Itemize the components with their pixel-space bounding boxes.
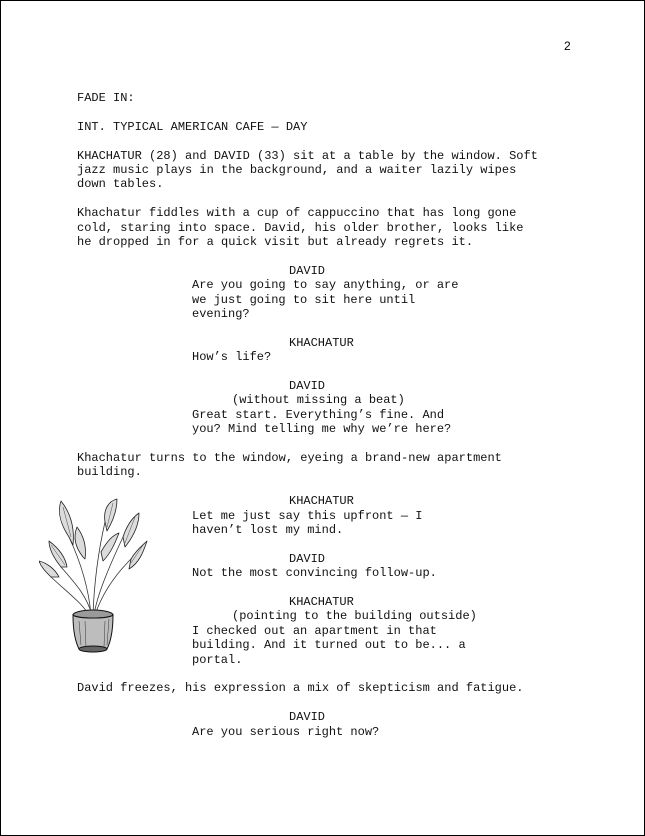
dialogue-block-3 bbox=[1, 379, 644, 437]
dialogue-line: How’s life? bbox=[192, 350, 272, 365]
character-name: DAVID bbox=[289, 263, 326, 278]
dialogue-line: Let me just say this upfront — I haven’t lost my mind. bbox=[192, 508, 423, 538]
potted-plant-sketch-icon bbox=[39, 497, 149, 657]
dialogue-line: Great start. Everything’s fine. And you? Mind telling me why we’re here? bbox=[192, 407, 452, 437]
action-paragraph-1: KHACHATUR (28) and DAVID (33) sit at a table by the window. Soft jazz music plays in the background, and a waiter lazily wipes down tables. bbox=[77, 148, 538, 192]
action-paragraph-2: Khachatur fiddles with a cup of cappuccino that has long gone cold, staring into space. David, his older brother, looks like he dropped in for a quick visit but already regrets it. bbox=[77, 206, 524, 250]
dialogue-block-2 bbox=[1, 336, 644, 365]
character-name: DAVID bbox=[289, 379, 326, 394]
dialogue-line: Are you going to say anything, or are we just going to sit here until evening? bbox=[192, 278, 459, 322]
dialogue-block-7 bbox=[1, 710, 644, 739]
dialogue-block-1 bbox=[1, 264, 644, 322]
parenthetical: (pointing to the building outside) bbox=[232, 609, 477, 624]
page-number: 2 bbox=[564, 39, 571, 53]
action-paragraph-4: David freezes, his expression a mix of skepticism and fatigue. bbox=[77, 681, 524, 696]
dialogue-line: I checked out an apartment in that building. And it turned out to be... a portal. bbox=[192, 623, 466, 667]
character-name: KHACHATUR bbox=[289, 494, 354, 509]
character-name: DAVID bbox=[289, 551, 326, 566]
character-name: KHACHATUR bbox=[289, 595, 354, 610]
dialogue-line: Not the most convincing follow-up. bbox=[192, 566, 437, 581]
character-name: DAVID bbox=[289, 710, 326, 725]
transition-fade-in: FADE IN: bbox=[77, 91, 135, 105]
scene-heading: INT. TYPICAL AMERICAN CAFE — DAY bbox=[77, 119, 308, 134]
action-paragraph-3: Khachatur turns to the window, eyeing a brand-new apartment building. bbox=[77, 451, 502, 480]
parenthetical: (without missing a beat) bbox=[232, 393, 405, 408]
dialogue-line: Are you serious right now? bbox=[192, 724, 380, 739]
character-name: KHACHATUR bbox=[289, 335, 354, 350]
